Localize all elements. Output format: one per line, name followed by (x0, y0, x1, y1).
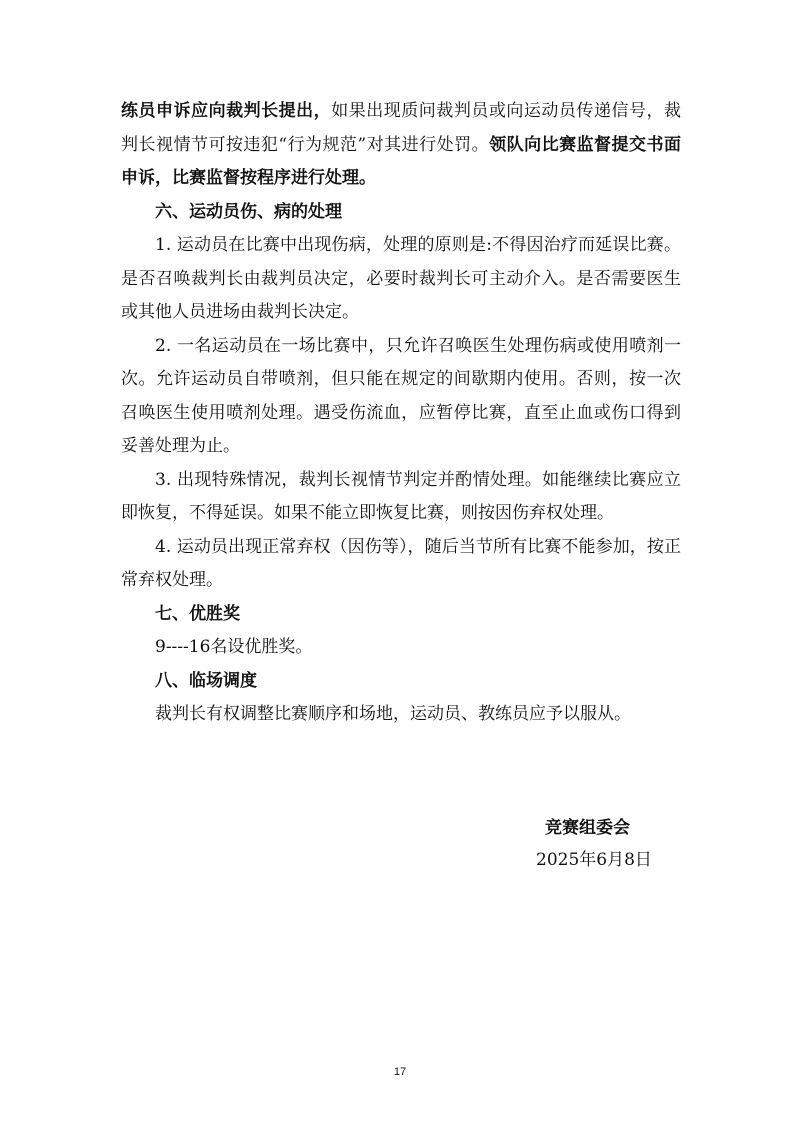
section-8-text: 裁判长有权调整比赛顺序和场地，运动员、教练员应予以服从。 (155, 704, 631, 724)
section-6-heading: 六、运动员伤、病的处理 (155, 201, 342, 222)
page-number: 17 (393, 1066, 407, 1078)
signature-organization: 竞赛组委会 (545, 818, 630, 838)
section-7-text: 9----16名设优胜奖。 (155, 637, 313, 657)
appeal-bold-text-2: 领队向比赛监督提交书面申诉，比赛监督按程序进行处理。 (121, 134, 682, 188)
section-6-item-2: 2. 一名运动员在一场比赛中，只允许召唤医生处理伤病或使用喷剂一次。允许运动员自带喷剂，但只能在规定的间歇期内使用。否则，按一次召唤医生使用喷剂处理。遇受伤流血，应暂停比赛，直至止血或伤口得到妥善处理为止。 (121, 335, 681, 456)
section-6-item-4: 4. 运动员出现正常弃权（因伤等），随后当节所有比赛不能参加，按正常弃权处理。 (121, 536, 681, 590)
section-8-heading: 八、临场调度 (155, 670, 257, 691)
signature-date: 2025年6月8日 (536, 850, 652, 870)
appeal-bold-text-1: 练员申诉应向裁判长提出， (121, 101, 332, 121)
section-6-item-3: 3. 出现特殊情况，裁判长视情节判定并酌情处理。如能继续比赛应立即恢复，不得延误。如果不能立即恢复比赛，则按因伤弃权处理。 (121, 469, 681, 523)
section-6-item-1: 1. 运动员在比赛中出现伤病，处理的原则是:不得因治疗而延误比赛。是否召唤裁判长由裁判员决定，必要时裁判长可主动介入。是否需要医生或其他人员进场由裁判长决定。 (121, 235, 681, 322)
section-7-heading: 七、优胜奖 (155, 603, 240, 624)
appeal-paragraph (121, 95, 681, 196)
document-body (121, 95, 681, 732)
appeal-normal-text: 如果出现质问裁判员或向运动员传递信号，裁判长视情节可按违犯“行为规范”对其进行处罚。 (121, 101, 682, 155)
